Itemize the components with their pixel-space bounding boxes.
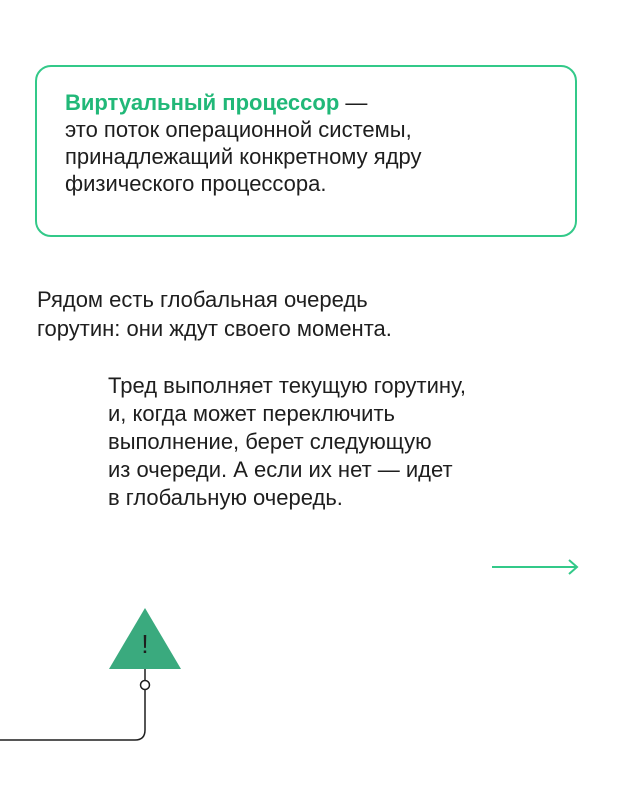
paragraph-line: Тред выполняет текущую горутину, bbox=[108, 373, 466, 398]
paragraph-line: выполнение, берет следующую bbox=[108, 429, 432, 454]
definition-dash: — bbox=[339, 90, 368, 115]
paragraph-line: из очереди. А если их нет — идет bbox=[108, 457, 453, 482]
global-queue-paragraph bbox=[37, 285, 597, 343]
callout-line: это поток операционной системы, bbox=[65, 117, 412, 142]
definition-callout bbox=[35, 65, 577, 237]
warning-exclamation: ! bbox=[141, 629, 149, 659]
paragraph-line: и, когда может переключить bbox=[108, 401, 395, 426]
warning-decoration bbox=[0, 600, 200, 760]
paragraph-line: в глобальную очередь. bbox=[108, 485, 343, 510]
callout-line: физического процессора. bbox=[65, 171, 327, 196]
paragraph-line: горутин: они ждут своего момента. bbox=[37, 316, 392, 341]
thread-execution-paragraph bbox=[108, 372, 578, 512]
callout-line: принадлежащий конкретному ядру bbox=[65, 144, 422, 169]
definition-term: Виртуальный процессор bbox=[65, 90, 340, 115]
callout-first-line bbox=[65, 89, 547, 116]
paragraph-line: Рядом есть глобальная очередь bbox=[37, 287, 368, 312]
arrow-right-icon[interactable] bbox=[490, 556, 582, 578]
